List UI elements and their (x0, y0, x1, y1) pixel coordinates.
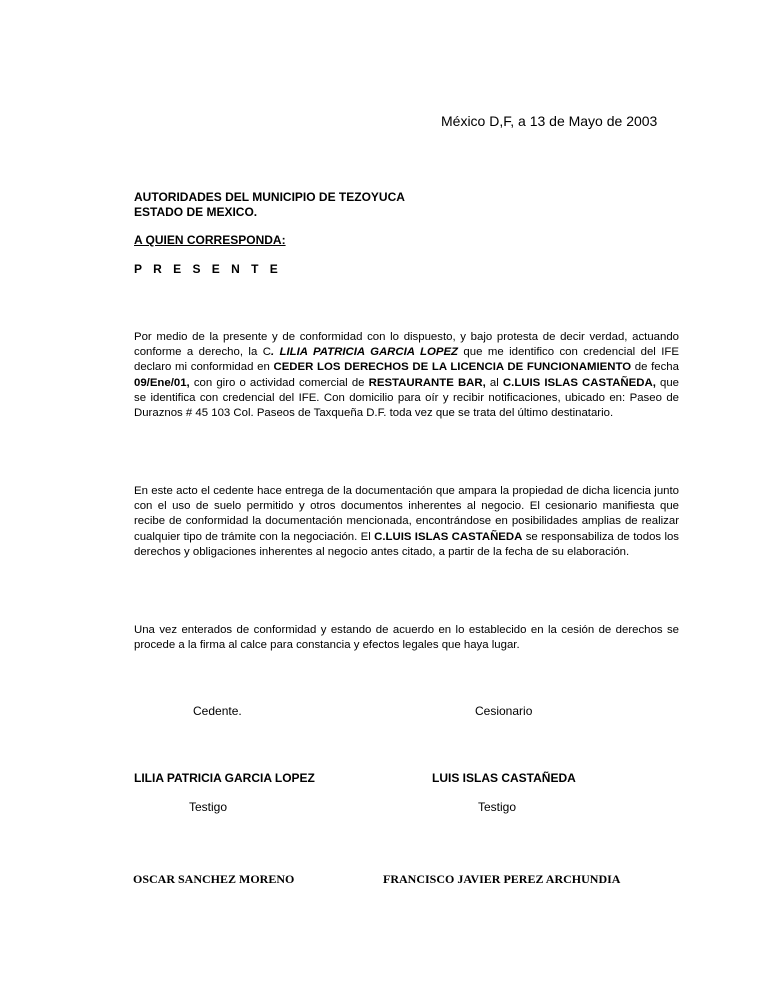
paragraph-3 (134, 623, 679, 653)
p1-text-1: Por medio de la presente y de conformidad con lo dispuesto, y bajo protesta de decir verdad, actuando conforme a derecho, la C (134, 331, 679, 359)
cesionario-name: LUIS ISLAS CASTAÑEDA (432, 771, 576, 785)
date-line: México D,F, a 13 de Mayo de 2003 (441, 113, 658, 129)
testigo-label-2: Testigo (478, 800, 517, 814)
recipient-block (134, 190, 405, 220)
cedente-label: Cedente. (193, 704, 242, 718)
p1-text-3: que me identifico con credencial del IFE declaro mi conformidad en (134, 346, 679, 374)
paragraph-2 (134, 484, 679, 560)
p1-cesionario-name: C.LUIS ISLAS CASTAÑEDA, (502, 376, 656, 389)
p2-text-1: En este acto el cedente hace entrega de la documentación que ampara la propiedad de dicha licencia junto con el uso de suelo permitido y otros documentos inherentes al negocio. El cesionario manifiesta que recibe de conformidad la documentación mencionada, encontrándose en posibilidades amplias de realizar cualquier tipo de trámite con la negociación. El (134, 485, 679, 543)
p3-text-1: Una vez enterados de conformidad y estando de acuerdo en lo establecido en la cesión de derechos se procede a la firma al calce para constancia y efectos legales que haya lugar. (134, 624, 679, 652)
cesionario-label: Cesionario (475, 704, 533, 718)
salutation-quien: A QUIEN CORRESPONDA: (134, 233, 286, 247)
p1-text-5: de fecha (631, 361, 679, 374)
paragraph-1 (134, 330, 679, 421)
p1-ceder-derechos: CEDER LOS DERECHOS DE LA LICENCIA DE FUNCIONAMIENTO (273, 361, 632, 374)
p1-text-7: con giro o actividad comercial de (189, 376, 369, 389)
testigo-label-1: Testigo (189, 800, 228, 814)
p1-text-9: al (485, 376, 503, 389)
testigo-name-2: FRANCISCO JAVIER PEREZ ARCHUNDIA (383, 872, 621, 886)
cedente-name: LILIA PATRICIA GARCIA LOPEZ (134, 771, 315, 785)
testigo-name-1: OSCAR SANCHEZ MORENO (133, 872, 295, 886)
p1-cedente-name: . LILIA PATRICIA GARCIA LOPEZ (270, 346, 458, 359)
p1-fecha: 09/Ene/01, (134, 376, 190, 389)
p2-cesionario-name: C.LUIS ISLAS CASTAÑEDA (374, 530, 523, 543)
recipient-line-2: ESTADO DE MEXICO. (134, 205, 258, 219)
p2-text-3: se responsabiliza de todos los derechos y obligaciones inherentes al negocio antes citado, a partir de la fecha de su elaboración. (134, 530, 680, 558)
salutation-presente: P R E S E N T E (134, 262, 282, 276)
recipient-line-1: AUTORIDADES DEL MUNICIPIO DE TEZOYUCA (134, 190, 405, 204)
p1-text-11: que se identifica con credencial del IFE. Con domicilio para oír y recibir notificaciones, ubicado en: Paseo de Duraznos # 45 103 Col. Paseos de Taxqueña D.F. toda vez que se trata del último destinatario. (134, 376, 679, 420)
p1-giro: RESTAURANTE BAR, (368, 376, 486, 389)
